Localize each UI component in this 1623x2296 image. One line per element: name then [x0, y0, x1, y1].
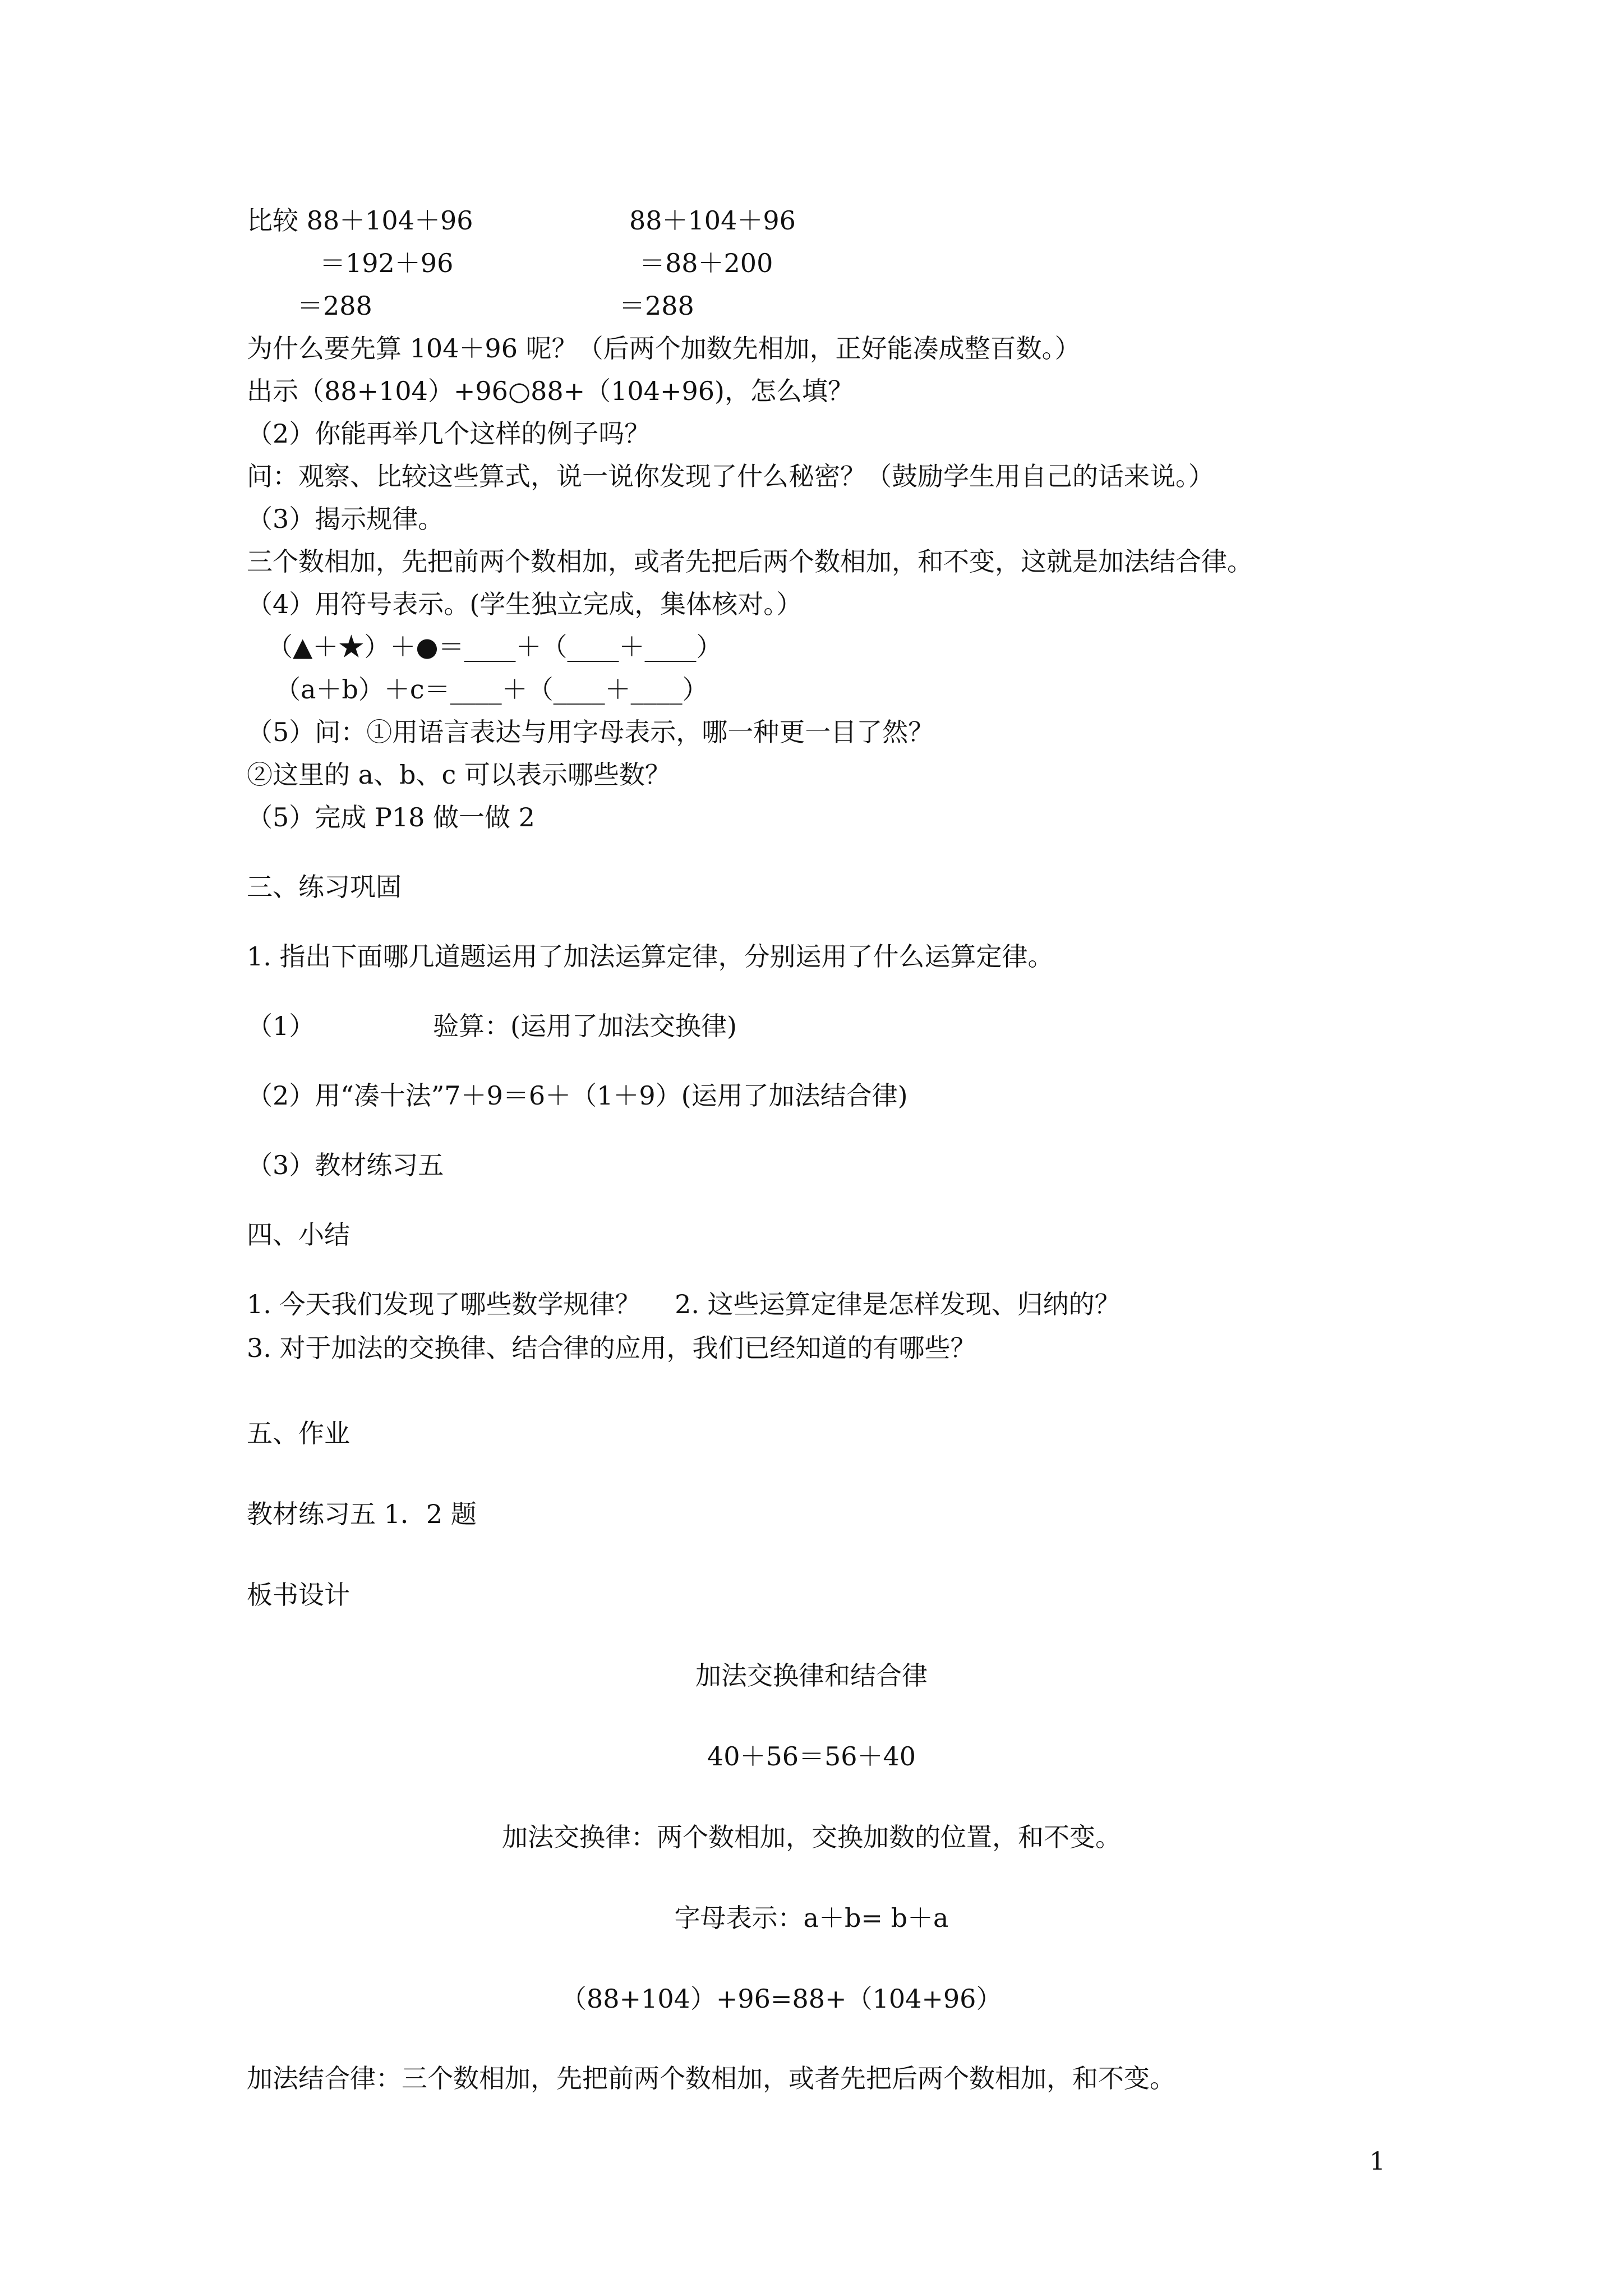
- board-letters: 字母表示：a＋b= b＋a: [674, 1903, 949, 1933]
- step3-line: （3）揭示规律。: [247, 504, 444, 534]
- section4-line2: 3. 对于加法的交换律、结合律的应用，我们已经知道的有哪些？: [247, 1333, 976, 1363]
- section3-item3: （3）教材练习五: [247, 1150, 444, 1180]
- section3-item2: （2）用“凑十法”7＋9＝6＋（1＋9）(运用了加法结合律): [247, 1080, 908, 1111]
- page-number: 1: [1370, 2147, 1385, 2176]
- board-associative: 加法结合律：三个数相加，先把前两个数相加，或者先把后两个数相加，和不变。: [247, 2063, 1175, 2093]
- section4-line1: 1. 今天我们发现了哪些数学规律？ 2. 这些运算定律是怎样发现、归纳的？: [247, 1289, 1121, 1319]
- board-heading: 板书设计: [247, 1580, 350, 1610]
- board-commutative: 加法交换律：两个数相加，交换加数的位置，和不变。: [502, 1822, 1121, 1852]
- show-fill-line: 出示（88+104）+96○88+（104+96)，怎么填？: [247, 376, 854, 406]
- compare-right-line3: ＝288: [619, 291, 694, 321]
- compare-right-line1: 88＋104＋96: [629, 205, 796, 236]
- board-example2: （88+104）+96=88+（104+96）: [561, 1984, 1002, 2014]
- compare-left-line2: ＝192＋96: [320, 248, 454, 278]
- section4-heading: 四、小结: [247, 1220, 350, 1250]
- compare-left-line3: ＝288: [297, 291, 372, 321]
- section3-item1-number: （1）: [247, 1011, 315, 1041]
- section3-item1-text: 验算：(运用了加法交换律): [433, 1011, 737, 1041]
- homework-line: 教材练习五 1．2 题: [247, 1499, 477, 1529]
- symbols-formula: （▲＋★）＋●＝____＋（____＋____）: [267, 632, 722, 662]
- step4-line: （4）用符号表示。(学生独立完成，集体核对。）: [247, 589, 803, 619]
- section3-q1: 1. 指出下面哪几道题运用了加法运算定律，分别运用了什么运算定律。: [247, 941, 1054, 972]
- letters-formula: （a＋b）＋c＝____＋（____＋____）: [275, 674, 708, 705]
- compare-left-line1: 比较 88＋104＋96: [247, 205, 473, 236]
- why-first-line: 为什么要先算 104＋96 呢？（后两个加数先相加，正好能凑成整百数。）: [247, 333, 1081, 364]
- step5-q2-line: ②这里的 a、b、c 可以表示哪些数？: [247, 760, 671, 790]
- step2-line: （2）你能再举几个这样的例子吗？: [247, 418, 651, 449]
- step5-do-line: （5）完成 P18 做一做 2: [247, 802, 535, 832]
- section3-heading: 三、练习巩固: [247, 872, 402, 902]
- ask-observe-line: 问：观察、比较这些算式，说一说你发现了什么秘密？（鼓励学生用自己的话来说。）: [247, 461, 1214, 491]
- compare-right-line2: ＝88＋200: [639, 248, 773, 278]
- board-title: 加法交换律和结合律: [695, 1660, 928, 1691]
- step5-ask-line: （5）问：①用语言表达与用字母表示，哪一种更一目了然？: [247, 717, 934, 747]
- board-example1: 40＋56＝56＋40: [707, 1741, 916, 1772]
- rule-line: 三个数相加，先把前两个数相加，或者先把后两个数相加，和不变，这就是加法结合律。: [247, 546, 1253, 577]
- section5-heading: 五、作业: [247, 1418, 350, 1448]
